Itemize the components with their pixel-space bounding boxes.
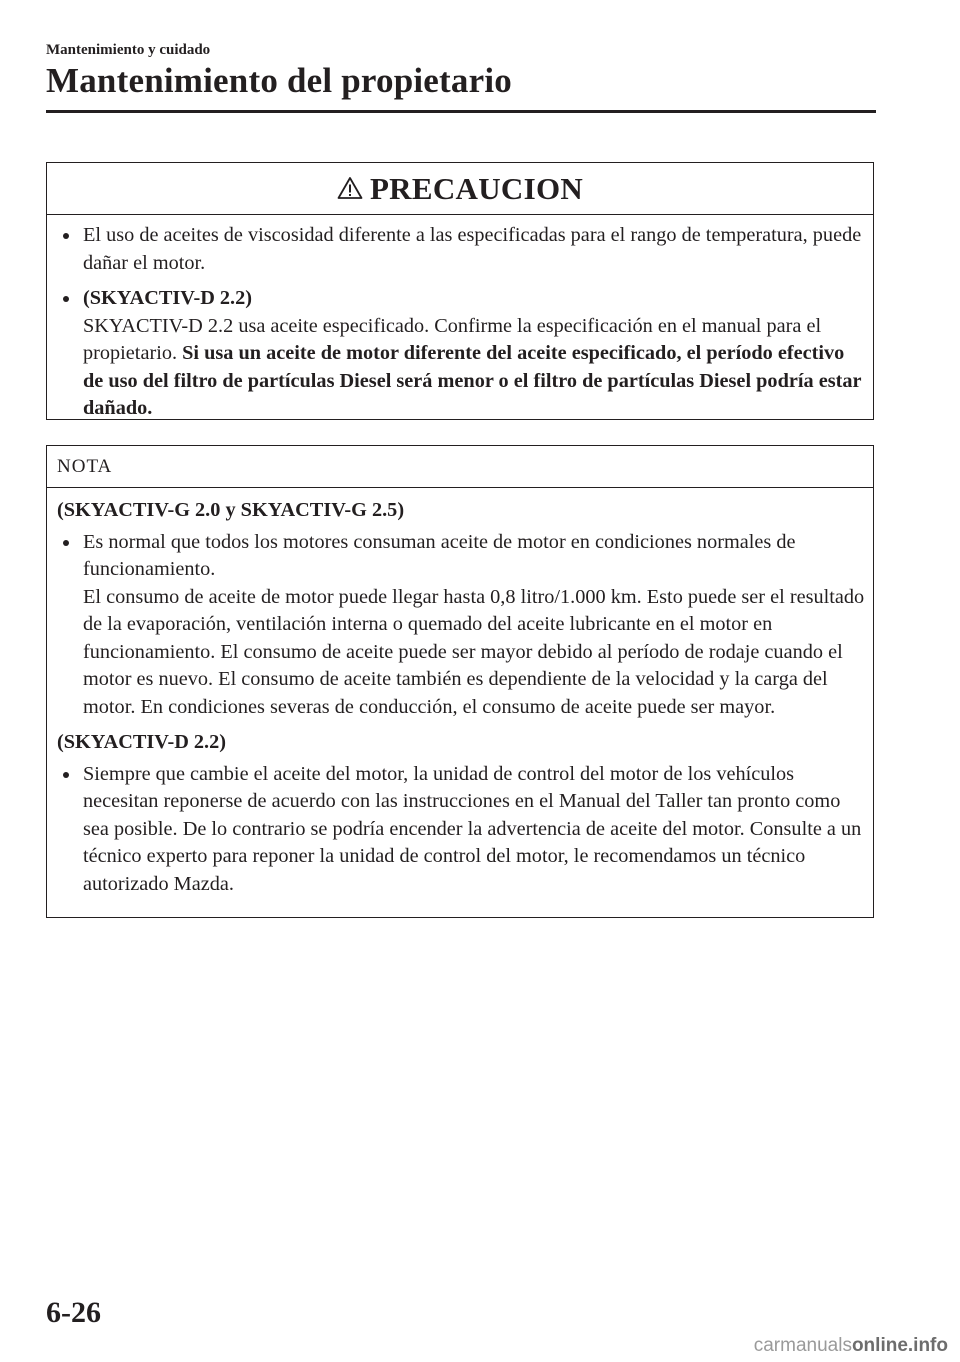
note-section-heading: (SKYACTIV-D 2.2) (57, 731, 227, 753)
watermark-main: online.info (851, 1335, 948, 1356)
section-label: Mantenimiento y cuidado (46, 42, 211, 58)
page-title: Mantenimiento del propietario (46, 61, 512, 100)
bullet-dot-icon (63, 296, 69, 302)
caution-header (47, 163, 873, 215)
caution-item (57, 285, 865, 423)
bullet-dot-icon (63, 540, 69, 546)
caution-title: PRECAUCION (369, 170, 584, 206)
warning-triangle-icon (337, 176, 363, 200)
note-box (46, 445, 874, 918)
note-item (57, 761, 865, 899)
note-header (47, 446, 873, 488)
note-item-text: Siempre que cambie el aceite del motor, la unidad de control del motor de los vehículos necesitan reponerse de acuerdo con las instrucciones en el Manual del Taller tan pronto como sea posible. De lo contrario se podría encender la advertencia de aceite del motor. Consulte a un técnico experto para reponer la unidad de control del motor, le recomendamos un técnico autorizado Mazda. (83, 762, 862, 895)
note-item (57, 529, 865, 722)
caution-box (46, 162, 874, 420)
caution-item-bold-text: Si usa un aceite de motor diferente del aceite especificado, el período efectivo de uso del filtro de partículas Diesel será menor o el filtro de partículas Diesel podría estar dañado. (83, 342, 862, 419)
caution-item-text: SKYACTIV-D 2.2 usa aceite especificado. Confirme la especificación en el manual para el propietario. (83, 314, 822, 364)
note-section-heading: (SKYACTIV-G 2.0 y SKYACTIV-G 2.5) (57, 499, 405, 521)
watermark (754, 1335, 948, 1357)
caution-item-heading: (SKYACTIV-D 2.2) (83, 287, 253, 309)
watermark-prefix: carmanuals (753, 1335, 852, 1356)
page-number: 6-26 (46, 1296, 101, 1329)
note-item-text: El consumo de aceite de motor puede llegar hasta 0,8 litro/1.000 km. Esto puede ser el resultado de la evaporación, ventilación interna o quemado del aceite lubricante en el motor en funcionamiento. El consumo de aceite puede ser mayor debido al período de rodaje cuando el motor es nuevo. El consumo de aceite también es dependiente de la velocidad y la carga del motor. En condiciones severas de conducción, el consumo de aceite puede ser mayor. (83, 585, 865, 718)
note-title: NOTA (57, 455, 113, 477)
title-rule (46, 110, 876, 113)
caution-item-text: El uso de aceites de viscosidad diferente a las especificadas para el rango de temperatura, puede dañar el motor. (83, 224, 862, 274)
bullet-dot-icon (63, 772, 69, 778)
note-item-text: Es normal que todos los motores consuman aceite de motor en condiciones normales de funcionamiento. (83, 530, 796, 580)
caution-item (57, 222, 865, 277)
bullet-dot-icon (63, 233, 69, 239)
